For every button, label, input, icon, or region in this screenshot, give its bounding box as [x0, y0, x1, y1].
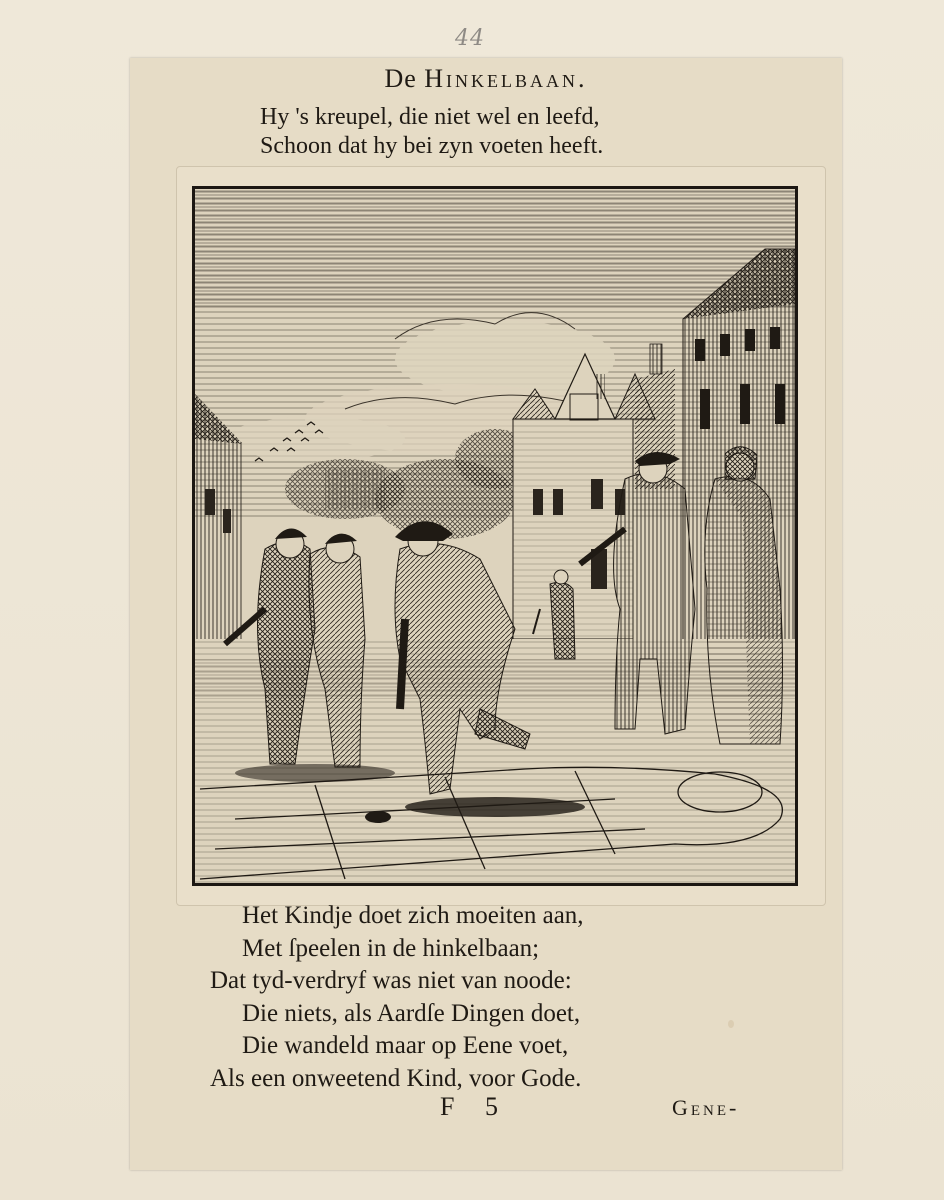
verse-line-5: Die wandeld maar op Eene voet, [242, 1032, 569, 1059]
title-prefix: De [384, 64, 425, 93]
verse-line-2: Met ſpeelen in de hinkelbaan; [242, 934, 540, 962]
catchword: Gene- [672, 1095, 740, 1120]
verse-line-6: Als een onweetend Kind, voor Gode. [210, 1064, 582, 1092]
verse-line-4: Die niets, als Aardſe Dingen doet, [242, 999, 581, 1027]
signature-mark: F 5 [440, 1092, 510, 1121]
print-title [130, 64, 842, 94]
motto [252, 103, 732, 161]
title-main: Hinkelbaan. [424, 64, 588, 93]
motto-line-2: Schoon dat hy bei zyn voeten heeft. [260, 133, 604, 159]
page-number: 44 [455, 26, 485, 51]
motto-line-1: Hy 's kreupel, die niet wel en leefd, [260, 104, 600, 130]
verse-line-1: Het Kindje doet zich moeiten aan, [242, 902, 584, 929]
ink-stain [728, 1020, 734, 1028]
engraving-svg [195, 189, 795, 883]
hopscotch-stone [365, 811, 391, 823]
verse [210, 900, 770, 1095]
verse-line-3: Dat tyd-verdryf was niet van noode: [210, 967, 572, 994]
engraving-illustration [192, 186, 798, 886]
